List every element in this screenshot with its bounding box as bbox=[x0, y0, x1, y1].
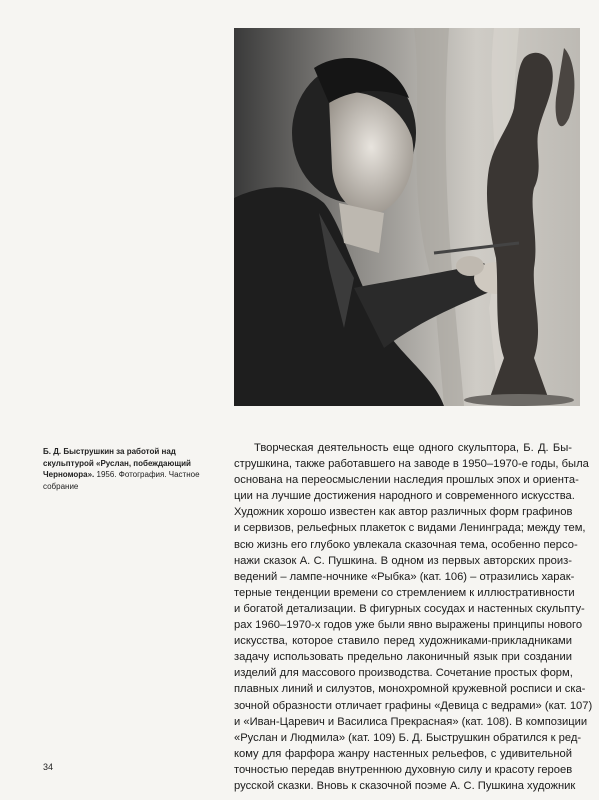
body-line: всю жизнь его глубоко увлекала сказочная тема, особенно персо- bbox=[234, 538, 578, 551]
body-line: задачу использовать предельно лаконичный язык при создании bbox=[234, 651, 572, 664]
body-line: струшкина, также работавшего на заводе в 1950–1970-е годы, была bbox=[234, 458, 589, 471]
page-number: 34 bbox=[43, 762, 54, 772]
body-line: рах 1960–1970-х годов уже были явно выражены принципы нового bbox=[234, 619, 583, 632]
caption-details: 1956. Фотография. Частное собрание bbox=[43, 470, 200, 491]
body-line: изделий для массового производства. Сочетание простых форм, bbox=[234, 667, 573, 680]
body-line: точностью передав внутреннюю духовную силу и красоту героев bbox=[234, 763, 573, 776]
body-line: Художник хорошо известен как автор различных форм графинов bbox=[234, 506, 573, 519]
body-line: ведений – лампе-ночнике «Рыбка» (кат. 106) – отразились харак- bbox=[234, 570, 575, 583]
body-line: и сервизов, рельефных плакеток с видами Ленинграда; между тем, bbox=[234, 522, 586, 535]
body-line: терные тенденции времени со стремлением к иллюстративности bbox=[234, 586, 575, 599]
body-line: нажи сказок А. С. Пушкина. В одном из первых авторских произ- bbox=[234, 554, 572, 567]
photograph-sculptor-at-work bbox=[234, 28, 580, 406]
caption-title: Б. Д. Быструшкин за работой над скульптурой «Руслан, побеждающий Черномора». bbox=[43, 447, 191, 479]
body-line: и «Иван-Царевич и Василиса Прекрасная» (кат. 108). В композиции bbox=[234, 715, 588, 728]
body-line: кому для фарфора жанру настенных рельефов, с удивительной bbox=[234, 747, 572, 760]
photo-illustration bbox=[234, 28, 580, 406]
body-line: искусства, которое ставило перед художниками-прикладниками bbox=[234, 635, 572, 648]
body-line: плавных линий и силуэтов, монохромной кружевной росписи и ска- bbox=[234, 683, 586, 696]
body-paragraph bbox=[234, 440, 593, 794]
body-line: основана на переосмыслении наследия прошлых эпох и ориента- bbox=[234, 474, 579, 487]
body-line: Творческая деятельность еще одного скульптора, Б. Д. Бы- bbox=[254, 442, 572, 454]
body-line: и богатой детализации. В фигурных сосудах и настенных скульпту- bbox=[234, 602, 585, 615]
body-line: русской сказки. Вновь к сказочной поэме А. С. Пушкина художник bbox=[234, 779, 576, 792]
body-line: ции на лучшие достижения народного и современного искусства. bbox=[234, 490, 575, 503]
body-line: «Руслан и Людмила» (кат. 109) Б. Д. Быструшкин обратился к ред- bbox=[234, 731, 582, 744]
photo-caption bbox=[43, 446, 223, 492]
body-line: зочной образности отличает графины «Девица с ведрами» (кат. 107) bbox=[234, 699, 593, 712]
